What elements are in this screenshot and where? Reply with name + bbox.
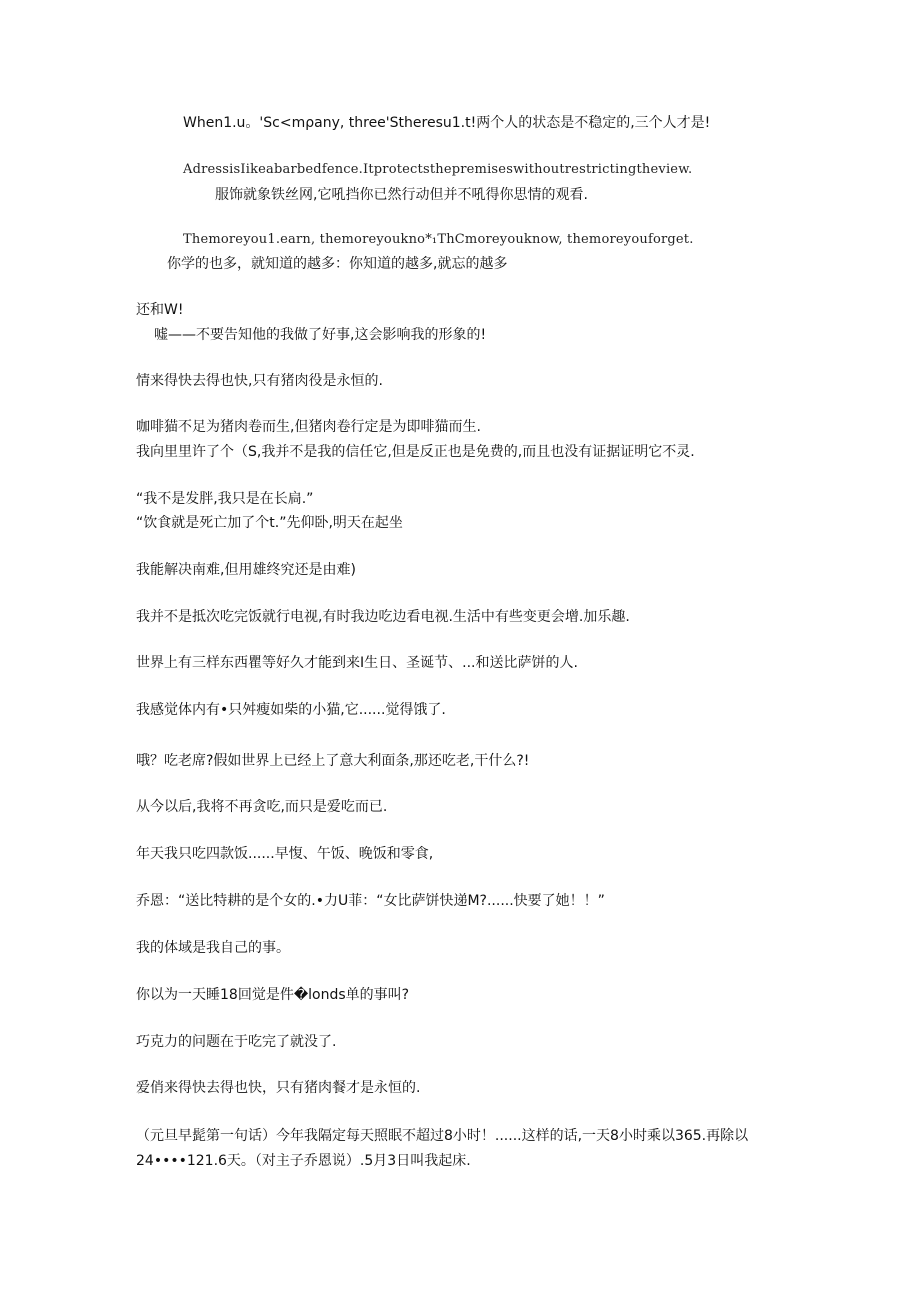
text-line-4: Themoreyou1.earn, themoreyoukno*₁ThCmoreyouknow, themoreyouforget. xyxy=(183,232,694,247)
text-line-7: 嘘——不要告知他的我做了好事,这会影响我的形象的! xyxy=(154,327,487,343)
text-line-14: 我并不是抵次吃完饭就行电视,有时我边吃边看电视.生活中有些变更会增.加乐趣. xyxy=(136,609,630,625)
text-line-9: 咖啡猫不足为猪肉卷而生,但猪肉卷行定是为即啡猫而生. xyxy=(136,419,481,435)
text-line-17: 哦？吃老席?假如世界上已经上了意大利面条,那还吃老,干什么?! xyxy=(136,753,530,769)
text-line-10: 我向里里许了个（S,我并不是我的信任它,但是反正也是免费的,而且也没有证据证明它不灵. xyxy=(136,444,695,460)
text-line-5: 你学的也多，就知道的越多：你知道的越多,就忘的越多 xyxy=(167,256,508,272)
text-line-25: （元旦早髭第一句话）今年我隔定每天照眠不超过8小时！......这样的话,一天8小时乘以365.再除以 xyxy=(136,1128,749,1144)
text-line-16: 我感觉体内有•只舛瘦如柴的小猫,它......觉得饿了. xyxy=(136,702,446,718)
text-line-18: 从今以后,我将不再贪吃,而只是爱吃而已. xyxy=(136,799,388,815)
text-line-21: 我的体域是我自己的事。 xyxy=(136,940,290,956)
text-line-19: 年天我只吃四款饭......早愎、午饭、晚饭和零食, xyxy=(136,846,434,862)
text-line-2: AdressisIikeabarbedfence.Itprotectsthepremiseswithoutrestrictingtheview. xyxy=(183,162,693,177)
text-line-8: 情来得快去得也快,只有猪肉役是永恒的. xyxy=(136,373,383,389)
text-line-12: “饮食就是死亡加了个t.”先仰卧,明天在起坐 xyxy=(136,515,403,531)
text-line-24: 爱俏来得快去得也快，只有猪肉餐才是永恒的. xyxy=(136,1080,421,1096)
text-line-1: When1.u。'Sc<mρany, three'Stheresu1.t!两个人的状态是不稳定的,三个人才是! xyxy=(183,115,711,131)
text-line-6: 还和W! xyxy=(136,302,184,318)
text-line-15: 世界上有三样东西瞿等好久才能到来I生日、圣诞节、...和送比萨饼的人. xyxy=(136,655,578,671)
text-line-23: 巧克力的问题在于吃完了就没了. xyxy=(136,1034,337,1050)
text-line-13: 我能解决南难,但用雄终究还是由难) xyxy=(136,562,356,578)
text-line-11: “我不是发胖,我只是在长扃.” xyxy=(136,491,314,507)
text-line-3: 服饰就象铁丝网,它吼挡你已然行动但并不吼得你思情的观看. xyxy=(215,187,588,203)
text-line-22: 你以为一天睡18回觉是件�londs单的事叫? xyxy=(136,987,410,1003)
text-line-20: 乔恩：“送比特耕的是个女的.•力U菲：“女比萨饼快递M?......快要了她！！” xyxy=(136,893,605,909)
text-line-26: 24••••121.6天。（对主子乔恩说）.5月3日叫我起床. xyxy=(136,1153,471,1169)
